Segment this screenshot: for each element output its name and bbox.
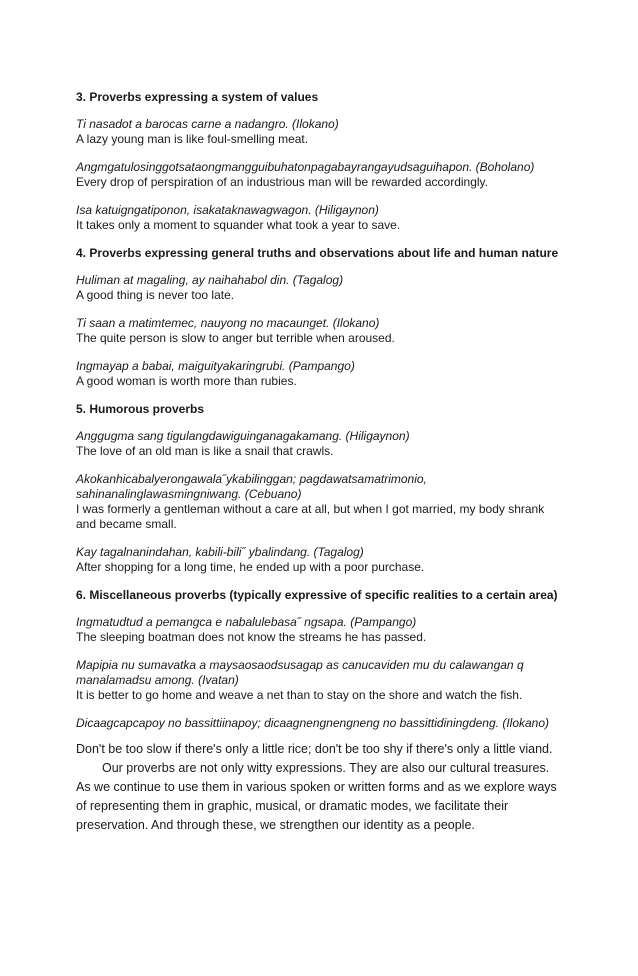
proverb-original: Huliman at magaling, ay naihahabol din. (Tagalog) <box>76 273 344 287</box>
document-page <box>76 90 566 835</box>
closing-text <box>76 740 566 835</box>
section-heading-values: 3. Proverbs expressing a system of values <box>76 90 319 104</box>
proverb-translation-last: Don't be too slow if there's only a little rice; don't be too shy if there's only a little viand. <box>76 742 553 756</box>
proverb-original: Ti saan a matimtemec, nauyong no macaunget. (Ilokano) <box>76 316 380 330</box>
proverb-entry <box>76 117 566 147</box>
proverb-original: Isa katuigngatiponon, isakataknawagwagon. (Hiligaynon) <box>76 203 379 217</box>
section-heading-miscellaneous: 6. Miscellaneous proverbs (typically expressive of specific realities to a certain area) <box>76 588 558 602</box>
proverb-original: Akokanhicabalyerongawala˝ykabilinggan; pagdawatsamatrimonio, sahinanalinglawasmingniwang. (Cebuano) <box>76 472 427 501</box>
proverb-translation: The sleeping boatman does not know the streams he has passed. <box>76 630 427 644</box>
proverb-entry <box>76 615 566 645</box>
proverb-original: Dicaagcapcapoy no bassittiinapoy; dicaagnengnengneng no bassittidiningdeng. (Ilokano) <box>76 716 550 730</box>
proverb-original: Ti nasadot a barocas carne a nadangro. (Ilokano) <box>76 117 339 131</box>
proverb-entry <box>76 472 566 532</box>
proverb-entry <box>76 359 566 389</box>
proverb-translation: A lazy young man is like foul-smelling meat. <box>76 132 309 146</box>
proverb-translation: A good woman is worth more than rubies. <box>76 374 297 388</box>
proverb-translation: I was formerly a gentleman without a care at all, but when I got married, my body shrank and became small. <box>76 502 545 531</box>
proverb-entry <box>76 545 566 575</box>
proverb-original: Angmgatulosinggotsataongmangguibuhatonpagabayrangayudsaguihapon. (Boholano) <box>76 160 535 174</box>
proverb-translation: It takes only a moment to squander what took a year to save. <box>76 218 401 232</box>
proverb-translation: The quite person is slow to anger but terrible when aroused. <box>76 331 395 345</box>
proverb-translation: Every drop of perspiration of an industrious man will be rewarded accordingly. <box>76 175 488 189</box>
proverb-entry <box>76 429 566 459</box>
proverb-original: Ingmayap a babai, maiguityakaringrubi. (Pampango) <box>76 359 355 373</box>
proverb-translation: The love of an old man is like a snail that crawls. <box>76 444 334 458</box>
proverb-translation: It is better to go home and weave a net than to stay on the shore and watch the fish. <box>76 688 523 702</box>
proverb-entry <box>76 716 566 731</box>
section-heading-general-truths: 4. Proverbs expressing general truths and observations about life and human nature <box>76 246 559 260</box>
proverb-original: Kay tagalnanindahan, kabili-bili˝ ybalindang. (Tagalog) <box>76 545 364 559</box>
proverb-entry <box>76 203 566 233</box>
closing-paragraph: Our proverbs are not only witty expressions. They are also our cultural treasures. As we continue to use them in various spoken or written forms and as we explore ways of representing them in graphic, musical, or dramatic modes, we facilitate their preservation. And through these, we strengthen our identity as a people. <box>76 761 557 832</box>
proverb-translation: After shopping for a long time, he ended up with a poor purchase. <box>76 560 425 574</box>
proverb-entry <box>76 316 566 346</box>
section-heading-humorous: 5. Humorous proverbs <box>76 402 205 416</box>
proverb-translation: A good thing is never too late. <box>76 288 235 302</box>
proverb-entry <box>76 658 566 703</box>
proverb-original: Ingmatudtud a pemangca e nabalulebasa˝ ngsapa. (Pampango) <box>76 615 417 629</box>
proverb-original: Mapipia nu sumavatka a maysaosaodsusagap as canucaviden mu du calawangan q manalamadsu among. (Ivatan) <box>76 658 524 687</box>
proverb-entry <box>76 160 566 190</box>
proverb-original: Anggugma sang tigulangdawiguinganagakamang. (Hiligaynon) <box>76 429 410 443</box>
proverb-entry <box>76 273 566 303</box>
